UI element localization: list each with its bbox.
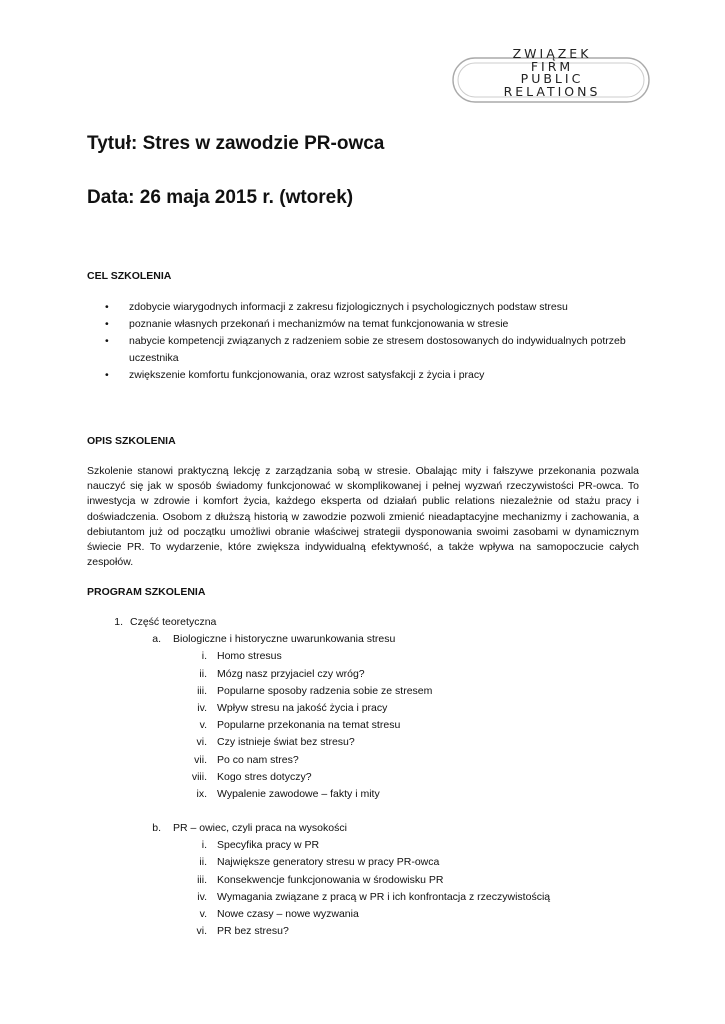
program-outline: [87, 614, 647, 940]
item-label: Biologiczne i historyczne uwarunkowania stresu: [173, 633, 396, 646]
list-item: [87, 752, 647, 769]
section-heading-cel: CEL SZKOLENIA: [87, 270, 172, 282]
list-item: [87, 717, 647, 734]
list-item: [87, 854, 647, 871]
item-number: viii.: [191, 770, 207, 783]
list-item: [87, 700, 647, 717]
item-label: Wypalenie zawodowe – fakty i mity: [217, 787, 380, 800]
logo-line: PUBLIC: [520, 71, 584, 86]
item-label: PR – owiec, czyli praca na wysokości: [173, 822, 347, 835]
item-number: ii.: [199, 856, 207, 869]
list-item: [87, 666, 647, 683]
document-title: Tytuł: Stres w zawodzie PR-owca: [87, 133, 385, 154]
list-item: [87, 837, 647, 854]
item-number: ii.: [199, 667, 207, 680]
list-item: [87, 648, 647, 665]
list-item: [87, 923, 647, 940]
item-number: iv.: [197, 701, 207, 714]
description-paragraph: Szkolenie stanowi praktyczną lekcję z zarządzania sobą w stresie. Obalając mity i fałszywe przekonania pozwala nauczyć się jak w sposób świadomy funkcjonować w skomplikowanej i pełnej wyzwań rzeczywistości PR-owca. To inwestycja w zdrowie i komfort życia, każdego eksperta od działań public relations niezależnie od stażu pracy i doświadczenia. Osobom z dłuższą historią w zawodzie pozwoli zmienić nieadaptacyjne mechanizmy i zachowania, a debiutantom już od początku umożliwi obranie właściwej strategii dysponowania swoimi zasobami w dynamicznym świecie PR. To wydarzenie, które zwiększa indywidualną efektywność, a także wpływa na samopoczucie całych zespołów.: [87, 465, 639, 569]
program-subsection: [87, 631, 647, 648]
item-number: v.: [199, 719, 207, 732]
item-number: i.: [201, 839, 207, 852]
item-label: Nowe czasy – nowe wyzwania: [217, 908, 359, 920]
list-item: [87, 786, 647, 803]
section-heading-opis: OPIS SZKOLENIA: [87, 435, 176, 447]
item-label: Czy istnieje świat bez stresu?: [217, 736, 355, 749]
list-item: • poznanie własnych przekonań i mechanizmów na temat funkcjonowania w stresie: [102, 316, 662, 333]
list-item: [87, 889, 647, 906]
item-label: Mózg nasz przyjaciel czy wróg?: [217, 667, 365, 680]
item-number: 1.: [114, 616, 123, 628]
item-label: Część teoretyczna: [130, 616, 217, 628]
list-item: • zwiększenie komfortu funkcjonowania, oraz wzrost satysfakcji z życia i pracy: [102, 367, 662, 384]
item-label: Konsekwencje funkcjonowania w środowisku PR: [217, 873, 444, 886]
item-number: a.: [152, 633, 161, 646]
item-label: Po co nam stres?: [217, 753, 299, 766]
item-label: Wymagania związane z pracą w PR i ich konfrontacja z rzeczywistością: [217, 890, 551, 903]
item-label: Specyfika pracy w PR: [217, 839, 320, 852]
logo-line: FIRM: [530, 58, 574, 74]
item-number: vi.: [196, 925, 207, 938]
program-part: [87, 614, 647, 631]
program-subsection: [87, 820, 647, 837]
item-label: Popularne sposoby radzenia sobie ze stresem: [217, 684, 433, 697]
item-label: Homo stresus: [217, 650, 282, 663]
item-number: ix.: [196, 787, 207, 800]
item-label: PR bez stresu?: [217, 925, 289, 938]
list-item: [87, 906, 647, 923]
item-number: vi.: [196, 736, 207, 749]
logo-line: RELATIONS: [503, 83, 601, 99]
section-heading-program: PROGRAM SZKOLENIA: [87, 586, 206, 598]
list-item: [87, 769, 647, 786]
item-label: Wpływ stresu na jakość życia i pracy: [217, 701, 388, 714]
list-item: • nabycie kompetencji związanych z radzeniem sobie ze stresem dostosowanych do indywidualnych potrzeb uczestnika: [102, 333, 662, 367]
item-label: Kogo stres dotyczy?: [217, 770, 312, 783]
logo-line: ZWIĄZEK: [512, 46, 592, 61]
item-number: iii.: [197, 684, 207, 697]
item-number: iv.: [197, 890, 207, 903]
spacer: [87, 803, 647, 820]
item-number: vii.: [194, 753, 207, 766]
item-label: Popularne przekonania na temat stresu: [217, 719, 401, 732]
item-number: iii.: [197, 873, 207, 886]
list-item: [87, 872, 647, 889]
list-item: • zdobycie wiarygodnych informacji z zakresu fizjologicznych i psychologicznych podstaw stresu: [102, 299, 662, 316]
item-label: Największe generatory stresu w pracy PR-owca: [217, 856, 440, 869]
goals-list: [102, 299, 662, 384]
logo-text: [452, 48, 652, 98]
item-number: b.: [152, 822, 161, 835]
list-item: [87, 734, 647, 751]
document-date: Data: 26 maja 2015 r. (wtorek): [87, 187, 354, 208]
organization-logo: [452, 48, 652, 110]
list-item: [87, 683, 647, 700]
item-number: v.: [199, 908, 207, 920]
item-number: i.: [201, 650, 207, 663]
